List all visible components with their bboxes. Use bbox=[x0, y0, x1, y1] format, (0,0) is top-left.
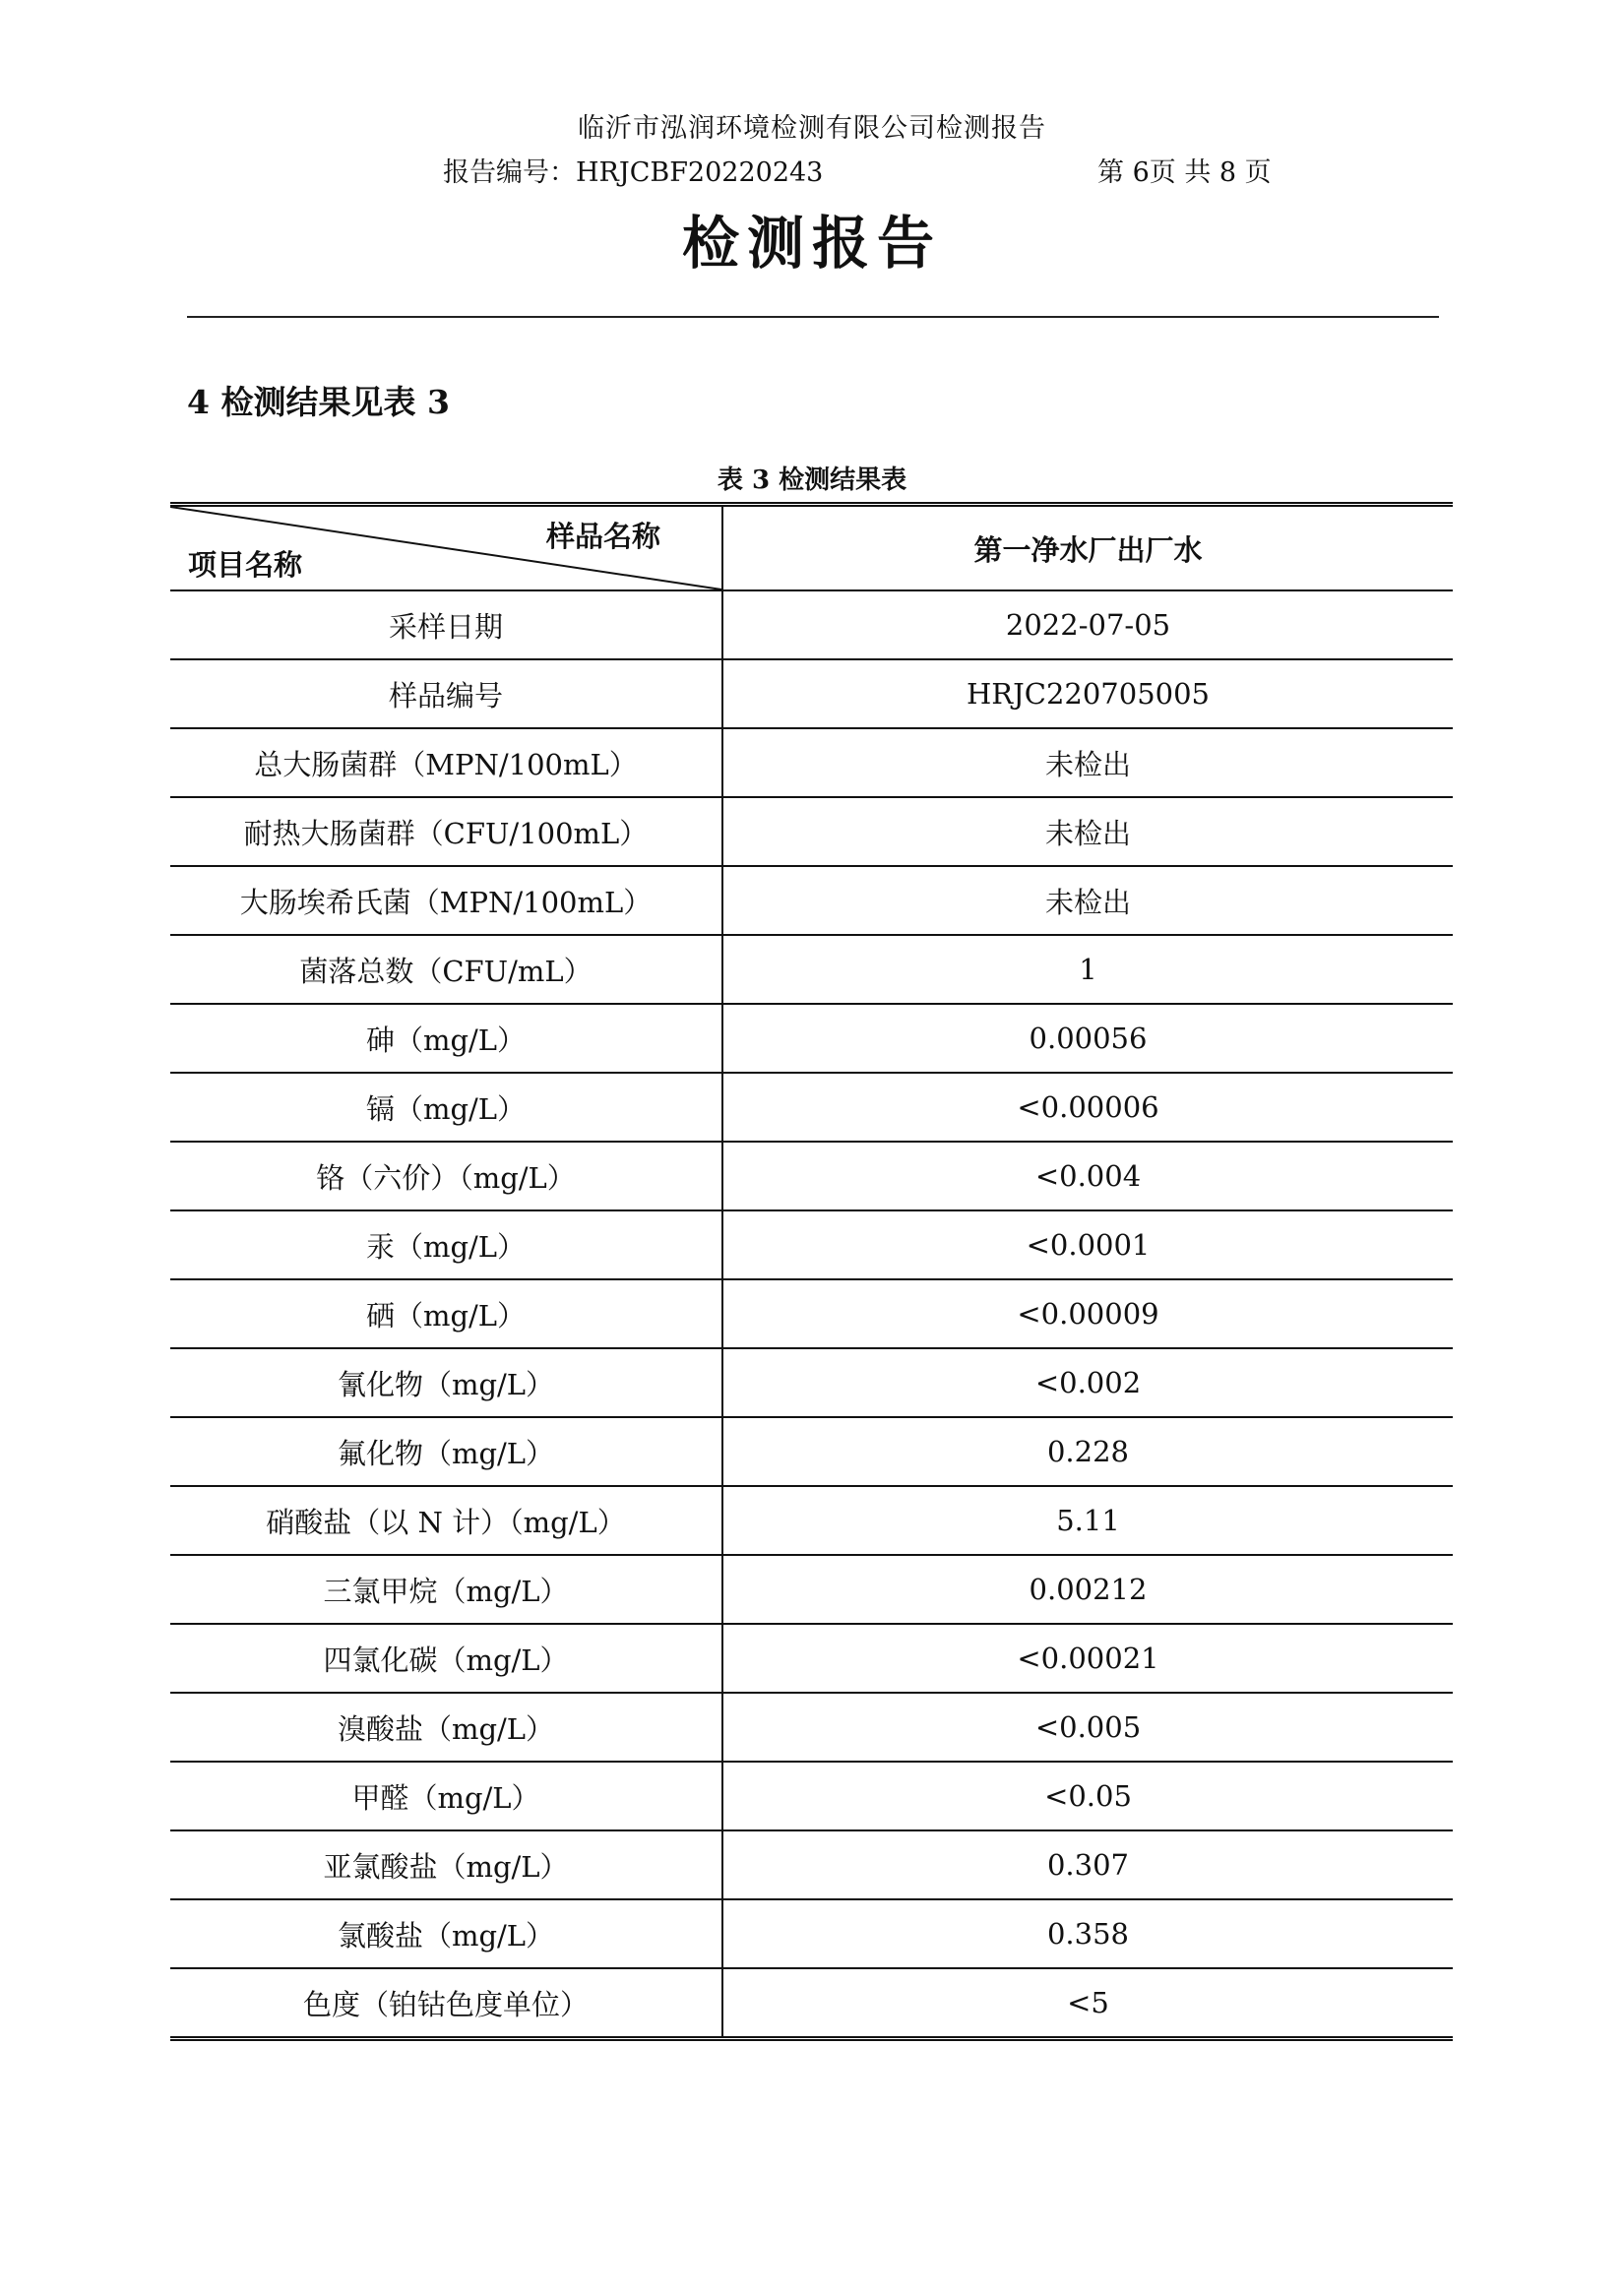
table-row bbox=[170, 1762, 1453, 1830]
title-divider bbox=[187, 316, 1439, 318]
table-row bbox=[170, 1073, 1453, 1142]
page-indicator: 第 6页 共 8 页 bbox=[1097, 157, 1272, 188]
result-value-cell: <0.002 bbox=[722, 1348, 1453, 1417]
item-name-cell: 氯酸盐（mg/L） bbox=[170, 1899, 722, 1968]
table-row bbox=[170, 866, 1453, 935]
item-name-cell: 硝酸盐（以 N 计）（mg/L） bbox=[170, 1486, 722, 1555]
item-name-cell: 样品编号 bbox=[170, 659, 722, 728]
table-row bbox=[170, 1830, 1453, 1899]
item-name-cell: 溴酸盐（mg/L） bbox=[170, 1693, 722, 1762]
item-name-cell: 镉（mg/L） bbox=[170, 1073, 722, 1142]
result-value-cell: <0.005 bbox=[722, 1693, 1453, 1762]
table-row bbox=[170, 728, 1453, 797]
table-row bbox=[170, 1279, 1453, 1348]
result-value-cell: 0.307 bbox=[722, 1830, 1453, 1899]
result-value-cell: 0.00212 bbox=[722, 1555, 1453, 1624]
table-row bbox=[170, 1004, 1453, 1073]
item-name-cell: 砷（mg/L） bbox=[170, 1004, 722, 1073]
table-row bbox=[170, 1210, 1453, 1279]
item-name-cell: 色度（铂钴色度单位） bbox=[170, 1968, 722, 2039]
table-row bbox=[170, 1417, 1453, 1486]
result-value-cell: 0.358 bbox=[722, 1899, 1453, 1968]
item-name-cell: 大肠埃希氏菌（MPN/100mL） bbox=[170, 866, 722, 935]
results-table bbox=[170, 502, 1453, 2041]
result-value-cell: <0.0001 bbox=[722, 1210, 1453, 1279]
result-value-cell: <0.05 bbox=[722, 1762, 1453, 1830]
table-row bbox=[170, 1968, 1453, 2039]
table-row bbox=[170, 1348, 1453, 1417]
table-header-row bbox=[170, 505, 1453, 591]
item-name-cell: 耐热大肠菌群（CFU/100mL） bbox=[170, 797, 722, 866]
result-value-cell: 未检出 bbox=[722, 728, 1453, 797]
item-name-cell: 总大肠菌群（MPN/100mL） bbox=[170, 728, 722, 797]
result-value-cell: <5 bbox=[1067, 1986, 1109, 2019]
result-value-cell: 0.00056 bbox=[722, 1004, 1453, 1073]
table-row bbox=[170, 935, 1453, 1004]
table-row bbox=[170, 1142, 1453, 1210]
section-heading: 4 检测结果见表 3 bbox=[187, 383, 450, 421]
result-value-cell: 2022-07-05 bbox=[722, 590, 1453, 659]
result-value-cell: 未检出 bbox=[722, 866, 1453, 935]
sample-name-header: 第一净水厂出厂水 bbox=[722, 505, 1453, 591]
result-value-cell: <0.00006 bbox=[722, 1073, 1453, 1142]
result-value-cell: HRJC220705005 bbox=[722, 659, 1453, 728]
table-row bbox=[170, 659, 1453, 728]
table-row bbox=[170, 1486, 1453, 1555]
result-value-cell: <0.00021 bbox=[722, 1624, 1453, 1693]
item-name-cell: 四氯化碳（mg/L） bbox=[170, 1624, 722, 1693]
table-row bbox=[170, 797, 1453, 866]
item-name-cell: 硒（mg/L） bbox=[170, 1279, 722, 1348]
report-number: 报告编号：HRJCBF20220243 bbox=[443, 157, 824, 188]
item-name-cell: 铬（六价）（mg/L） bbox=[170, 1142, 722, 1210]
table-row bbox=[170, 1555, 1453, 1624]
result-value-cell: 0.228 bbox=[722, 1417, 1453, 1486]
result-value-cell: <0.00009 bbox=[722, 1279, 1453, 1348]
result-value-cell: 1 bbox=[722, 935, 1453, 1004]
item-name-cell: 菌落总数（CFU/mL） bbox=[170, 935, 722, 1004]
item-name-cell: 汞（mg/L） bbox=[170, 1210, 722, 1279]
table-caption: 表 3 检测结果表 bbox=[717, 465, 907, 495]
result-value-cell: 未检出 bbox=[722, 797, 1453, 866]
item-name-cell: 亚氯酸盐（mg/L） bbox=[170, 1830, 722, 1899]
table-row bbox=[170, 590, 1453, 659]
table-row bbox=[170, 1693, 1453, 1762]
report-company-header: 临沂市泓润环境检测有限公司检测报告 bbox=[578, 113, 1046, 144]
table-row bbox=[170, 1624, 1453, 1693]
item-name-cell: 氟化物（mg/L） bbox=[170, 1417, 722, 1486]
result-value-cell: <0.004 bbox=[722, 1142, 1453, 1210]
table-row bbox=[170, 1899, 1453, 1968]
item-name-cell: 三氯甲烷（mg/L） bbox=[170, 1555, 722, 1624]
corner-label-item: 项目名称 bbox=[188, 548, 303, 582]
page-title: 检测报告 bbox=[681, 210, 942, 277]
item-name-cell: 氰化物（mg/L） bbox=[170, 1348, 722, 1417]
result-value-cell: 5.11 bbox=[722, 1486, 1453, 1555]
item-name-cell: 甲醛（mg/L） bbox=[170, 1762, 722, 1830]
table-corner-cell bbox=[170, 505, 722, 591]
corner-label-sample: 样品名称 bbox=[545, 520, 660, 553]
item-name-cell: 采样日期 bbox=[170, 590, 722, 659]
